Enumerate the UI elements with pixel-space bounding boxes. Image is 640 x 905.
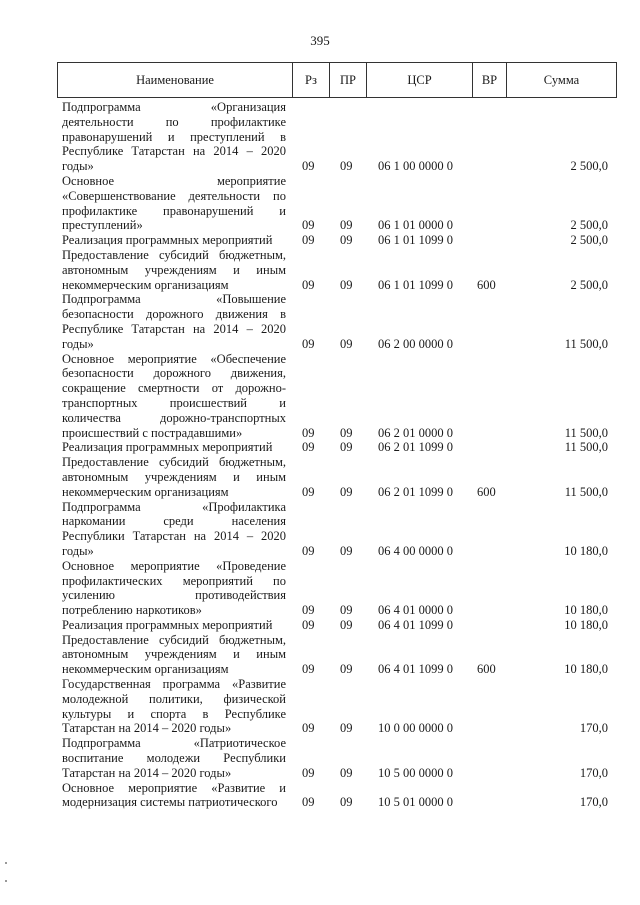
row-rz: 09 (302, 795, 315, 810)
row-name-line: транспортных происшествий и (62, 395, 286, 410)
row-name-line: безопасности дорожного движения, (62, 366, 286, 381)
row-name-line: профилактических мероприятий по (62, 573, 286, 588)
row-name-line: некоммерческим организациям (62, 484, 229, 499)
table-row (0, 100, 640, 174)
row-sum: 2 500,0 (570, 218, 608, 233)
row-name-line: деятельности по профилактике (62, 114, 286, 129)
row-name-line: преступлений» (62, 218, 143, 233)
row-pr: 09 (340, 233, 353, 248)
row-rz: 09 (302, 721, 315, 736)
row-csr: 06 2 01 1099 0 (378, 484, 453, 499)
row-rz: 09 (302, 662, 315, 677)
row-csr: 06 4 01 1099 0 (378, 617, 453, 632)
row-name-line: Предоставление субсидий бюджетным, (62, 455, 286, 470)
row-sum: 10 180,0 (564, 617, 608, 632)
table-row (0, 618, 640, 633)
table-row (0, 248, 640, 292)
row-name-line: Подпрограмма «Патриотическое (62, 736, 286, 751)
row-sum: 2 500,0 (570, 159, 608, 174)
row-name-line: автономным учреждениям и иным (62, 469, 286, 484)
row-rz: 09 (302, 543, 315, 558)
row-csr: 06 2 01 1099 0 (378, 440, 453, 455)
row-csr: 06 2 00 0000 0 (378, 336, 453, 351)
row-sum: 170,0 (579, 795, 608, 810)
row-csr: 06 1 00 0000 0 (378, 159, 453, 174)
row-name-line: Республике Татарстан на 2014 – 2020 (62, 144, 286, 159)
page-number: 395 (310, 33, 330, 48)
row-pr: 09 (340, 425, 353, 440)
row-rz: 09 (302, 233, 315, 248)
row-name-line: культуры и спорта в Республике (62, 706, 286, 721)
row-name-line: воспитание молодежи Республики (62, 751, 286, 766)
row-sum: 170,0 (579, 765, 608, 780)
row-sum: 10 180,0 (564, 543, 608, 558)
row-name-line: Предоставление субсидий бюджетным, (62, 632, 286, 647)
row-name-line: потреблению наркотиков» (62, 603, 202, 618)
table-row (0, 736, 640, 780)
table-row (0, 174, 640, 233)
row-name-line: Татарстан на 2014 – 2020 годы» (62, 721, 232, 736)
row-name-line: безопасности дорожного движения в (62, 307, 286, 322)
row-pr: 09 (340, 543, 353, 558)
row-rz: 09 (302, 159, 315, 174)
row-csr: 06 1 01 1099 0 (378, 233, 453, 248)
row-name-line: Республике Татарстан на 2014 – 2020 (62, 321, 286, 336)
row-sum: 10 180,0 (564, 603, 608, 618)
row-sum: 10 180,0 (564, 662, 608, 677)
row-pr: 09 (340, 765, 353, 780)
row-name-line: Основное мероприятие «Развитие и (62, 780, 286, 795)
row-csr: 06 2 01 0000 0 (378, 425, 453, 440)
row-name-line: наркомании среди населения (62, 514, 286, 529)
row-pr: 09 (340, 336, 353, 351)
row-sum: 2 500,0 (570, 233, 608, 248)
row-name-line: Реализация программных мероприятий (62, 440, 273, 455)
column-header-vr: ВР (472, 63, 506, 97)
row-pr: 09 (340, 662, 353, 677)
row-name-line: Основное мероприятие «Обеспечение (62, 351, 286, 366)
table-row (0, 781, 640, 811)
row-name-line: Государственная программа «Развитие (62, 677, 286, 692)
row-name-line: Реализация программных мероприятий (62, 617, 273, 632)
row-name-line: модернизация системы патриотического (62, 795, 278, 810)
column-header-rz: Рз (292, 63, 329, 97)
column-header-csr: ЦСР (366, 63, 472, 97)
column-header-sum: Сумма (506, 63, 616, 97)
row-sum: 2 500,0 (570, 277, 608, 292)
row-csr: 06 1 01 1099 0 (378, 277, 453, 292)
row-name-line: некоммерческим организациям (62, 277, 229, 292)
row-name-line: Подпрограмма «Организация (62, 100, 286, 114)
row-pr: 09 (340, 603, 353, 618)
row-name-line: годы» (62, 336, 94, 351)
row-name-line: автономным учреждениям и иным (62, 262, 286, 277)
row-csr: 06 4 01 0000 0 (378, 603, 453, 618)
row-rz: 09 (302, 336, 315, 351)
table-row (0, 559, 640, 618)
table-row (0, 500, 640, 559)
row-pr: 09 (340, 617, 353, 632)
row-csr: 10 5 00 0000 0 (378, 765, 453, 780)
row-pr: 09 (340, 159, 353, 174)
table-row (0, 633, 640, 677)
column-header-pr: ПР (329, 63, 366, 97)
row-name-line: молодежной политики, физической (62, 691, 286, 706)
row-pr: 09 (340, 440, 353, 455)
row-sum: 11 500,0 (564, 425, 608, 440)
column-header-name: Наименование (136, 72, 214, 87)
row-pr: 09 (340, 484, 353, 499)
row-name-line: Подпрограмма «Повышение (62, 292, 286, 307)
table-row (0, 233, 640, 248)
row-rz: 09 (302, 277, 315, 292)
row-rz: 09 (302, 484, 315, 499)
row-pr: 09 (340, 795, 353, 810)
row-name-line: некоммерческим организациям (62, 662, 229, 677)
row-name-line: правонарушений и преступлений в (62, 129, 286, 144)
row-csr: 10 5 01 0000 0 (378, 795, 453, 810)
row-name-line: Республики Татарстан на 2014 – 2020 (62, 529, 286, 544)
row-rz: 09 (302, 440, 315, 455)
row-csr: 06 1 01 0000 0 (378, 218, 453, 233)
row-name-line: Подпрограмма «Профилактика (62, 499, 286, 514)
table-row (0, 455, 640, 499)
row-name-line: Татарстан на 2014 – 2020 годы» (62, 765, 232, 780)
row-name-line: годы» (62, 543, 94, 558)
row-name-line: Основное мероприятие (62, 173, 286, 188)
table-row (0, 677, 640, 736)
row-name-line: Предоставление субсидий бюджетным, (62, 247, 286, 262)
scan-mark (5, 862, 7, 864)
row-name-line: «Совершенствование деятельности по (62, 188, 286, 203)
row-name-line: Реализация программных мероприятий (62, 233, 273, 248)
row-sum: 11 500,0 (564, 484, 608, 499)
row-sum: 11 500,0 (564, 336, 608, 351)
row-vr: 600 (477, 277, 496, 292)
row-csr: 10 0 00 0000 0 (378, 721, 453, 736)
table-row (0, 292, 640, 351)
row-csr: 06 4 01 1099 0 (378, 662, 453, 677)
scan-mark (5, 880, 7, 882)
row-name-line: годы» (62, 159, 94, 174)
table-row (0, 440, 640, 455)
row-name-line: автономным учреждениям и иным (62, 647, 286, 662)
row-rz: 09 (302, 617, 315, 632)
table-row (0, 352, 640, 441)
row-rz: 09 (302, 765, 315, 780)
row-vr: 600 (477, 484, 496, 499)
table-header (57, 62, 617, 98)
table-body (0, 100, 640, 810)
row-pr: 09 (340, 277, 353, 292)
row-rz: 09 (302, 218, 315, 233)
row-sum: 11 500,0 (564, 440, 608, 455)
row-name-line: происшествий с пострадавшими» (62, 425, 243, 440)
row-pr: 09 (340, 721, 353, 736)
row-pr: 09 (340, 218, 353, 233)
row-rz: 09 (302, 603, 315, 618)
row-name-line: Основное мероприятие «Проведение (62, 558, 286, 573)
row-rz: 09 (302, 425, 315, 440)
row-csr: 06 4 00 0000 0 (378, 543, 453, 558)
row-name-line: профилактике правонарушений и (62, 203, 286, 218)
row-sum: 170,0 (579, 721, 608, 736)
row-vr: 600 (477, 662, 496, 677)
row-name-line: количества дорожно-транспортных (62, 410, 286, 425)
row-name-line: сокращение смертности от дорожно- (62, 381, 286, 396)
row-name-line: усилению противодействия (62, 588, 286, 603)
